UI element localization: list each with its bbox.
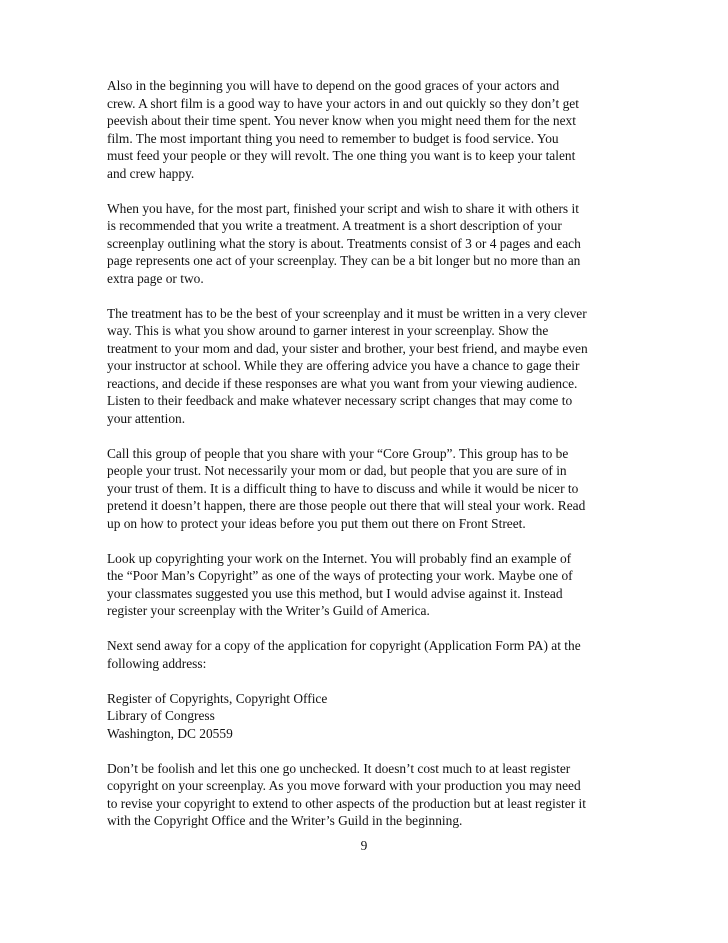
address-line-2: Library of Congress bbox=[107, 708, 215, 723]
address-line-1: Register of Copyrights, Copyright Office bbox=[107, 690, 328, 706]
paragraph-copyright-lookup: Look up copyrighting your work on the Internet. You will probably find an example of the “Poor Man’s Copyright” as one of the ways of protecting your work. Maybe one of your classmates suggested you use this method, but I would advise against it. Instead register your screenplay with the Writer’s Guild of America. bbox=[107, 550, 573, 618]
paragraph-treatment-quality: The treatment has to be the best of your screenplay and it must be written in a very clever way. This is what you show around to garner interest in your screenplay. Show the treatment to your mom and dad, your sister and brother, your best friend, and maybe even your instructor at school. While they are offering advice you have a chance to gage their reactions, and decide if these responses are what you want from your viewing audience. Listen to their feedback and make whatever necessary script changes that may come to your attention. bbox=[107, 305, 588, 426]
paragraph-application-form: Next send away for a copy of the application for copyright (Application Form PA) at the following address: bbox=[107, 638, 581, 671]
paragraph-core-group: Call this group of people that you share with your “Core Group”. This group has to be people your trust. Not necessarily your mom or dad, but people that you are sure of in your trust of them. It is a difficult thing to have to discuss and while it would be nicer to pretend it doesn’t happen, there are those people out there that will steal your work. Read up on how to protect your ideas before you put them out there on Front Street. bbox=[107, 445, 586, 531]
paragraph-closing: Don’t be foolish and let this one go unchecked. It doesn’t cost much to at least register copyright on your screenplay. As you move forward with your production you may need to revise your copyright to extend to other aspects of the production but at least register it with the Copyright Office and the Writer’s Guild in the beginning. bbox=[107, 760, 586, 828]
address-line-3: Washington, DC 20559 bbox=[107, 725, 233, 741]
page-number: 9 bbox=[360, 838, 368, 853]
body-text bbox=[107, 77, 637, 847]
paragraph-actors-crew: Also in the beginning you will have to depend on the good graces of your actors and crew. A short film is a good way to have your actors in and out quickly so they don’t get peevish about their time spent. You never know when you might need them for the next film. The most important thing you need to remember to budget is food service. You must feed your people or they will revolt. The one thing you want is to keep your talent and crew happy. bbox=[107, 78, 579, 181]
paragraph-treatment-intro: When you have, for the most part, finished your script and wish to share it with others it is recommended that you write a treatment. A treatment is a short description of your screenplay outlining what the story is about. Treatments consist of 3 or 4 pages and each page represents one act of your screenplay. They can be a bit longer but no more than an extra page or two. bbox=[107, 200, 581, 286]
mailing-address bbox=[107, 690, 637, 743]
